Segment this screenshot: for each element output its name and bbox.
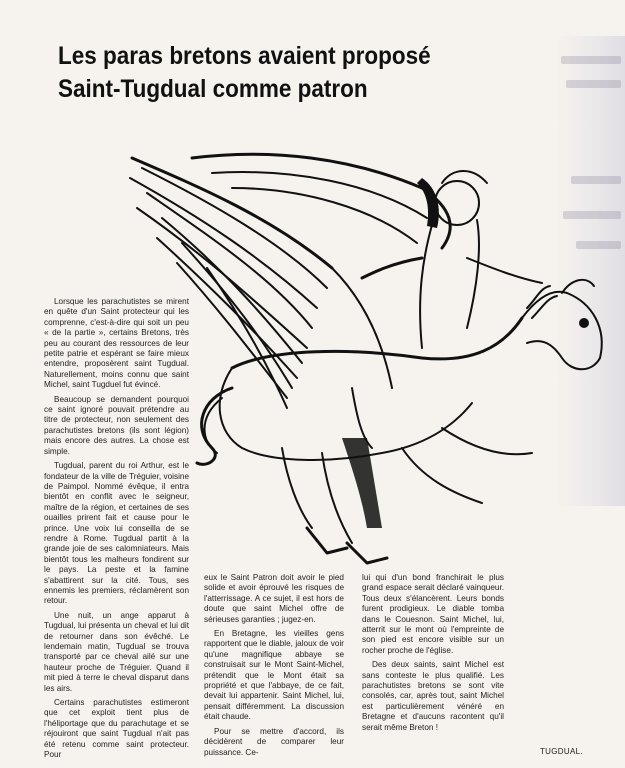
paragraph: Une nuit, un ange apparut à Tugdual, lui présenta un cheval et lui dit de retourner dans son évêché. Le lendemain matin, Tugdual se trouva transporté par ce cheval ailé sur une hauteur proche de Tréguier. Quand il mit pied à terre le cheval disparut dans les airs. <box>44 610 189 693</box>
article-column-3 <box>362 573 504 763</box>
paragraph: eux le Saint Patron doit avoir le pied solide et avoir éprouvé les risques de l'atterrissage. A ce sujet, il est hors de doute que saint Michel offre de sérieuses garanties ; jugez-en. <box>204 573 344 624</box>
paragraph: Certains parachutistes estimeront que cet exploit tient plus de l'héliportage que du parachutage et se réjouiront que saint Tugdual n'ait pas été retenu comme saint protecteur. Pour <box>44 698 189 760</box>
paragraph: En Bretagne, les vieilles gens rapportent que le diable, jaloux de voir qu'une magnifique abbaye se construisait sur le Mont Saint-Michel, prétendit que le Mont était sa propriété et que l'abbaye, de ce fait, devait lui appartenir. Saint Michel, lui, pensait différemment. La discussion était chaude. <box>204 629 344 722</box>
paragraph: Pour se mettre d'accord, ils décidèrent de comparer leur puissance. Ce- <box>204 726 344 757</box>
headline <box>58 40 490 106</box>
paragraph: Des deux saints, saint Michel est sans conteste le plus qualifié. Les parachutistes bretons se sont vite consolés, car, après tout, saint Michel est particulièrement vénéré en Bretagne et d'aucuns racontent qu'il serait même Breton ! <box>362 660 504 732</box>
headline-line-2: Saint-Tugdual comme patron <box>58 75 368 103</box>
article-column-2 <box>204 573 344 763</box>
paragraph: lui qui d'un bond franchirait le plus grand espace serait déclaré vainqueur. Tous deux s'élancèrent. Leurs bonds furent prodigieux. Le diable tomba dans le Couesnon. Saint Michel, lui, atterrit sur le mont où l'empreinte de son pied est encore visible sur un rocher proche de l'église. <box>362 573 504 655</box>
article-column-1 <box>44 297 189 762</box>
paragraph: Lorsque les parachutistes se mirent en quête d'un Saint protecteur qui les comprenne, c'est-à-dire qui soit un peu « de la partie », certains Bretons, très peu au courant des ressources de leur petite patrie et espérant se faire mieux entendre, proposèrent saint Tugdual. Naturellement, moins connu que saint Michel, saint Tugduel fut évincé. <box>44 297 189 390</box>
winged-horse-illustration <box>122 148 622 568</box>
paragraph: Beaucoup se demandent pourquoi ce saint ignoré pouvait prétendre au titre de protecteur, non seulement des parachutistes bretons (ils sont légion) mais encore des autres. La chose est simple. <box>44 394 189 456</box>
paragraph: Tugdual, parent du roi Arthur, est le fondateur de la ville de Tréguier, voisine de Paimpol. Nommé évêque, il entra bientôt en conflit avec le seigneur, maître de la région, et certaines de ses ouailles prirent fait et cause pour le prince. Une voix lui conseilla de se rendre à Rome. Tugdual partit à la grande joie de ses calomniateurs. Mais bientôt tous les malheurs fondirent sur le pays. La peste et la famine s'abattirent sur la cité. Tous, ses ennemis les premiers, réclamèrent son retour. <box>44 461 189 606</box>
headline-line-1: Les paras bretons avaient proposé <box>58 42 431 70</box>
author-signature: TUGDUAL. <box>540 747 583 756</box>
